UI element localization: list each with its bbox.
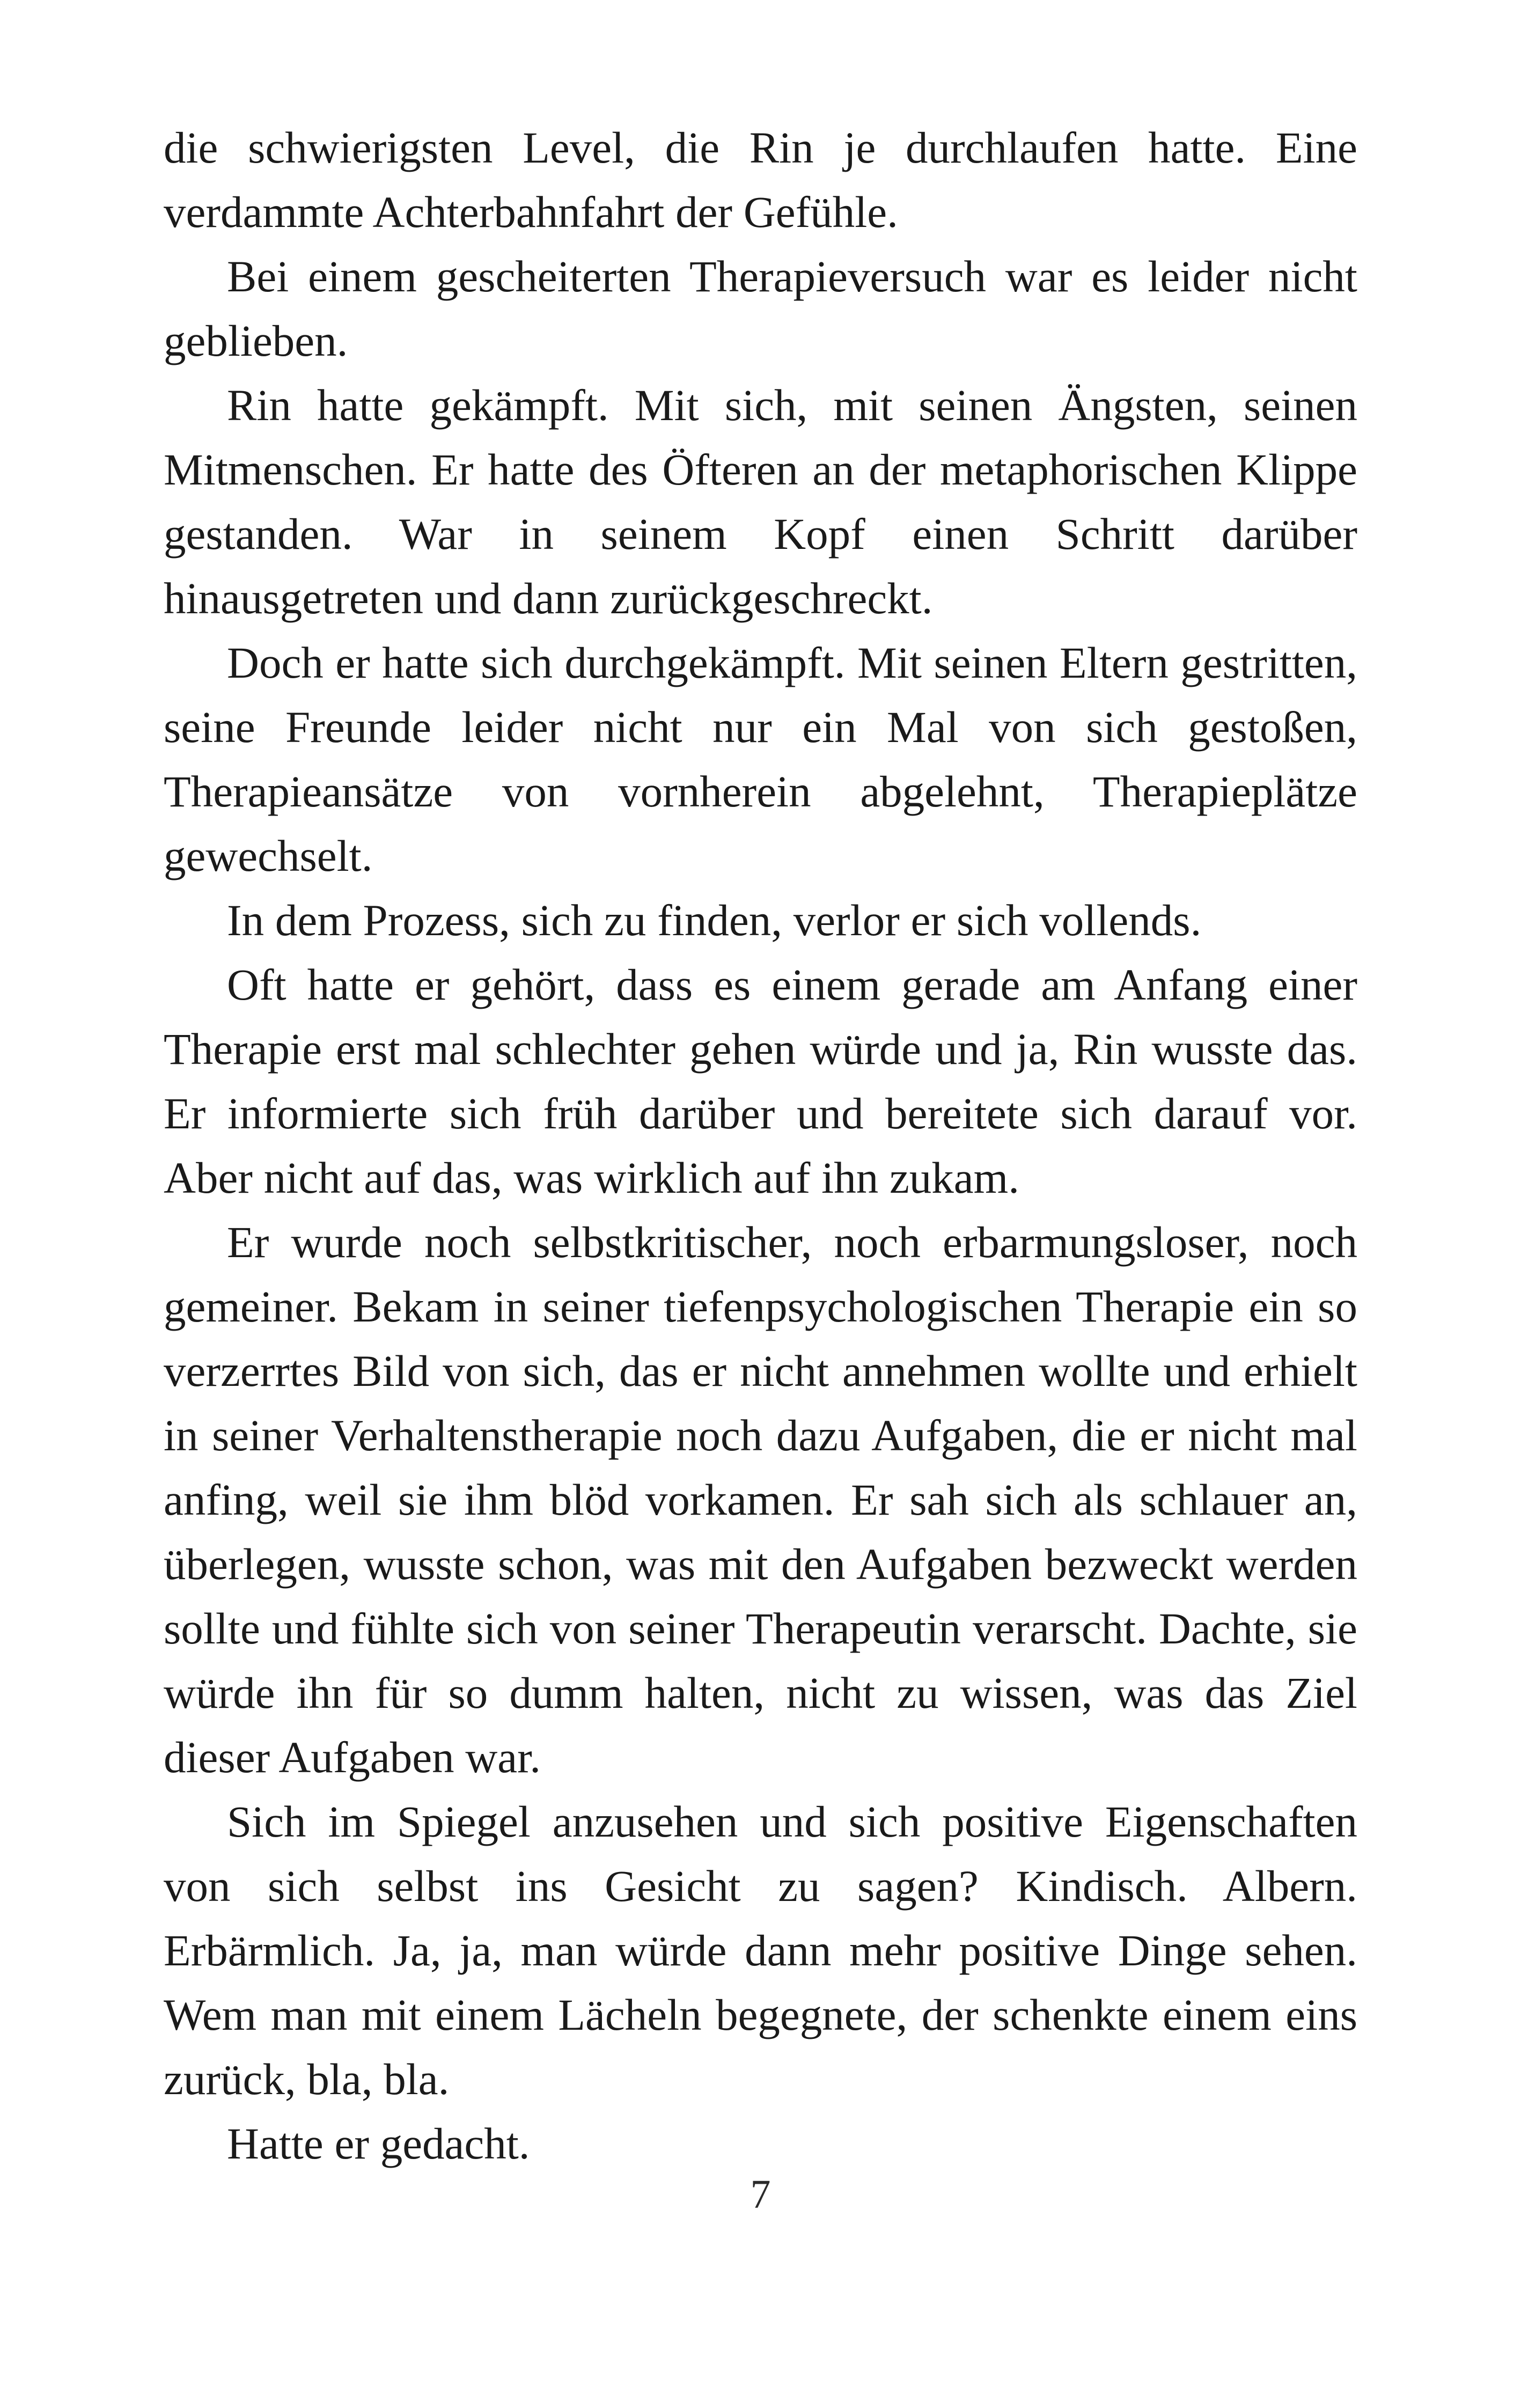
paragraph-8: Sich im Spiegel anzusehen und sich positive Eigenschaften von sich selbst ins Gesicht zu sagen? Kindisch. Albern. Erbärmlich. Ja, ja, man würde dann mehr positive Dinge sehen. Wem man mit einem Lächeln begegnete, der schenkte einem eins zurück, bla, bla. xyxy=(164,1797,1357,2104)
paragraph-6: Oft hatte er gehört, dass es einem gerade am Anfang einer Therapie erst mal schlechter gehen würde und ja, Rin wusste das. Er informierte sich früh darüber und bereitete sich darauf vor. Aber nicht auf das, was wirklich auf ihn zukam. xyxy=(164,960,1357,1202)
paragraph-4: Doch er hatte sich durchgekämpft. Mit seinen Eltern gestritten, seine Freunde leider nicht nur ein Mal von sich gestoßen, Therapieansätze von vornherein abgelehnt, Therapieplätze gewechselt. xyxy=(164,638,1357,880)
paragraph-2: Bei einem gescheiterten Therapieversuch war es leider nicht geblieben. xyxy=(164,252,1357,365)
paragraph-3: Rin hatte gekämpft. Mit sich, mit seinen Ängsten, seinen Mitmenschen. Er hatte des Öfteren an der metaphorischen Klippe gestanden. War in seinem Kopf einen Schritt darüber hinausgetreten und dann zurückgeschreckt. xyxy=(164,380,1357,623)
paragraph-9: Hatte er gedacht. xyxy=(227,2119,530,2168)
page-number: 7 xyxy=(750,2172,771,2217)
body-text xyxy=(164,115,1357,2176)
paragraph-5: In dem Prozess, sich zu finden, verlor er sich vollends. xyxy=(227,895,1202,945)
paragraph-7: Er wurde noch selbstkritischer, noch erbarmungsloser, noch gemeiner. Bekam in seiner tiefenpsychologischen Therapie ein so verzerrtes Bild von sich, das er nicht annehmen wollte und erhielt in seiner Verhaltenstherapie noch dazu Aufgaben, die er nicht mal anfing, weil sie ihm blöd vorkamen. Er sah sich als schlauer an, überlegen, wusste schon, was mit den Aufgaben bezweckt werden sollte und fühlte sich von seiner Therapeutin verarscht. Dachte, sie würde ihn für so dumm halten, nicht zu wissen, was das Ziel dieser Aufgaben war. xyxy=(164,1217,1357,1782)
paragraph-1: die schwierigsten Level, die Rin je durchlaufen hatte. Eine verdammte Achterbahnfahrt der Gefühle. xyxy=(164,123,1357,237)
